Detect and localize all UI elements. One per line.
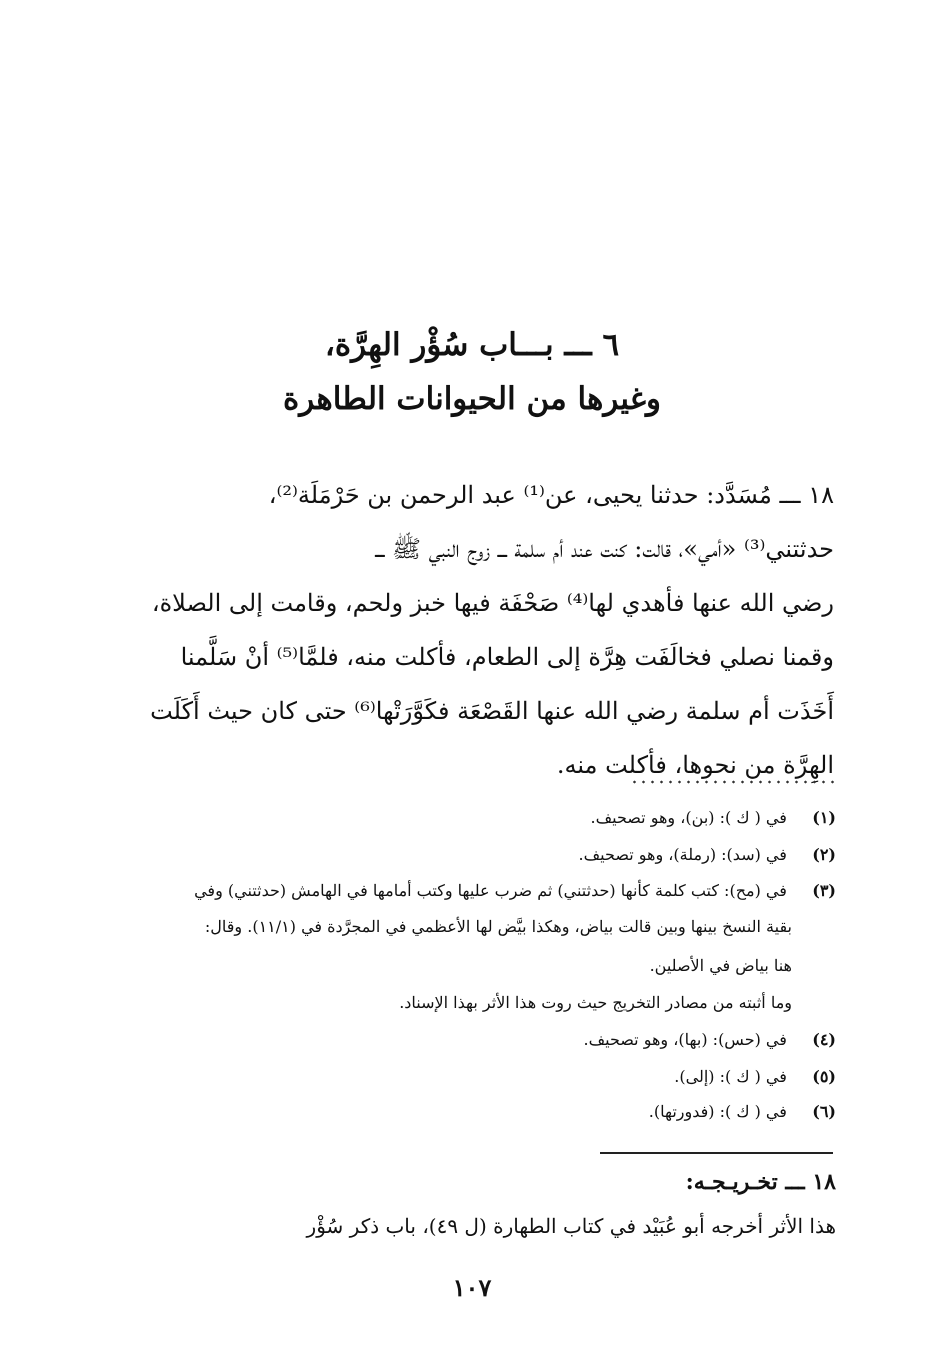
footnote-text: في (مح): كتب كلمة كأنها (حدثتني) ثم ضرب عليها وكتب أمامها في الهامش (حدثتني) وفي bbox=[194, 881, 787, 900]
footnote-number: (٦) bbox=[812, 1102, 836, 1121]
text-line: الهِرَّة من نحوها، فأكلت منه. bbox=[556, 751, 834, 779]
page-number: ١٠٧ bbox=[452, 1273, 492, 1302]
footnote-number: (٥) bbox=[812, 1067, 836, 1086]
chapter-title-line-1: ٦ ـــ بـــاب سُؤْر الهِرَّة، bbox=[324, 327, 620, 363]
text-line: ١٨ ـــ مُسَدَّد: حدثنا يحيى، عن⁽¹⁾ عبد الرحمن بن حَرْمَلَة⁽²⁾، bbox=[268, 481, 834, 509]
footnote bbox=[591, 801, 837, 835]
footnote-text: في ( ك ): (بن)، وهو تصحيف. bbox=[590, 808, 787, 827]
footnote bbox=[674, 1060, 836, 1094]
footnote-separator bbox=[630, 779, 835, 785]
text-line: رضي الله عنها فأهدي لها⁽⁴⁾ صَحْفَة فيها خبز ولحم، وقامت إلى الصلاة، bbox=[151, 589, 834, 617]
takhrij-title: ١٨ ـــ تخـريـجـه: bbox=[685, 1169, 836, 1195]
footnote-number: (١) bbox=[812, 808, 836, 827]
footnote bbox=[649, 1095, 836, 1129]
footnote-number: (٤) bbox=[812, 1030, 836, 1049]
footnote-text: في ( ك ): (إلى). bbox=[674, 1067, 787, 1086]
footnote-text: في (حس): (بها)، وهو تصحيف. bbox=[583, 1030, 787, 1049]
footnote-text: في ( ك ): (فدورتها). bbox=[648, 1102, 787, 1121]
hadith-text bbox=[110, 468, 834, 792]
footnote bbox=[584, 1023, 837, 1057]
footnote-text: في (سد): (رملة)، وهو تصحيف. bbox=[578, 845, 787, 864]
footnote-continuation: وما أثبته من مصادر التخريج حيث روت هذا الأثر بهذا الإسناد. bbox=[399, 993, 792, 1012]
footnote-number: (٣) bbox=[812, 881, 836, 900]
text-line: وقمنا نصلي فخالَفَت هِرَّة إلى الطعام، فأكلت منه، فلمَّا⁽⁵⁾ أنْ سَلَّمنا bbox=[180, 643, 834, 671]
footnote-continuation: هنا بياض في الأصلين. bbox=[649, 956, 792, 975]
takhrij-text: هذا الأثر أخرجه أبو عُبَيْد في كتاب الطهارة (ل ٤٩)، باب ذكر سُؤْر bbox=[306, 1214, 836, 1238]
text-line: أَخَذَت أم سلمة رضي الله عنها القَصْعَة فكَوَّرَتْها⁽⁶⁾ حتى كان حيث أَكَلَت bbox=[150, 697, 834, 725]
footnote-continuation: بقية النسخ بينها وبين قالت بياض، وهكذا بيَّض لها الأعظمي في المجرَّدة في (١١/١). وقال: bbox=[204, 917, 792, 936]
footnote bbox=[579, 838, 836, 872]
takhrij-separator bbox=[600, 1152, 833, 1154]
footnote-number: (٢) bbox=[812, 845, 836, 864]
footnote bbox=[194, 874, 836, 908]
text-line: حدثتني⁽³⁾ «أمي»، قالت: كنت عند أم سلمة ـــ زوج النبي ﷺ ـــ bbox=[375, 535, 834, 563]
chapter-title-line-2: وغيرها من الحيوانات الطاهرة bbox=[283, 381, 661, 417]
